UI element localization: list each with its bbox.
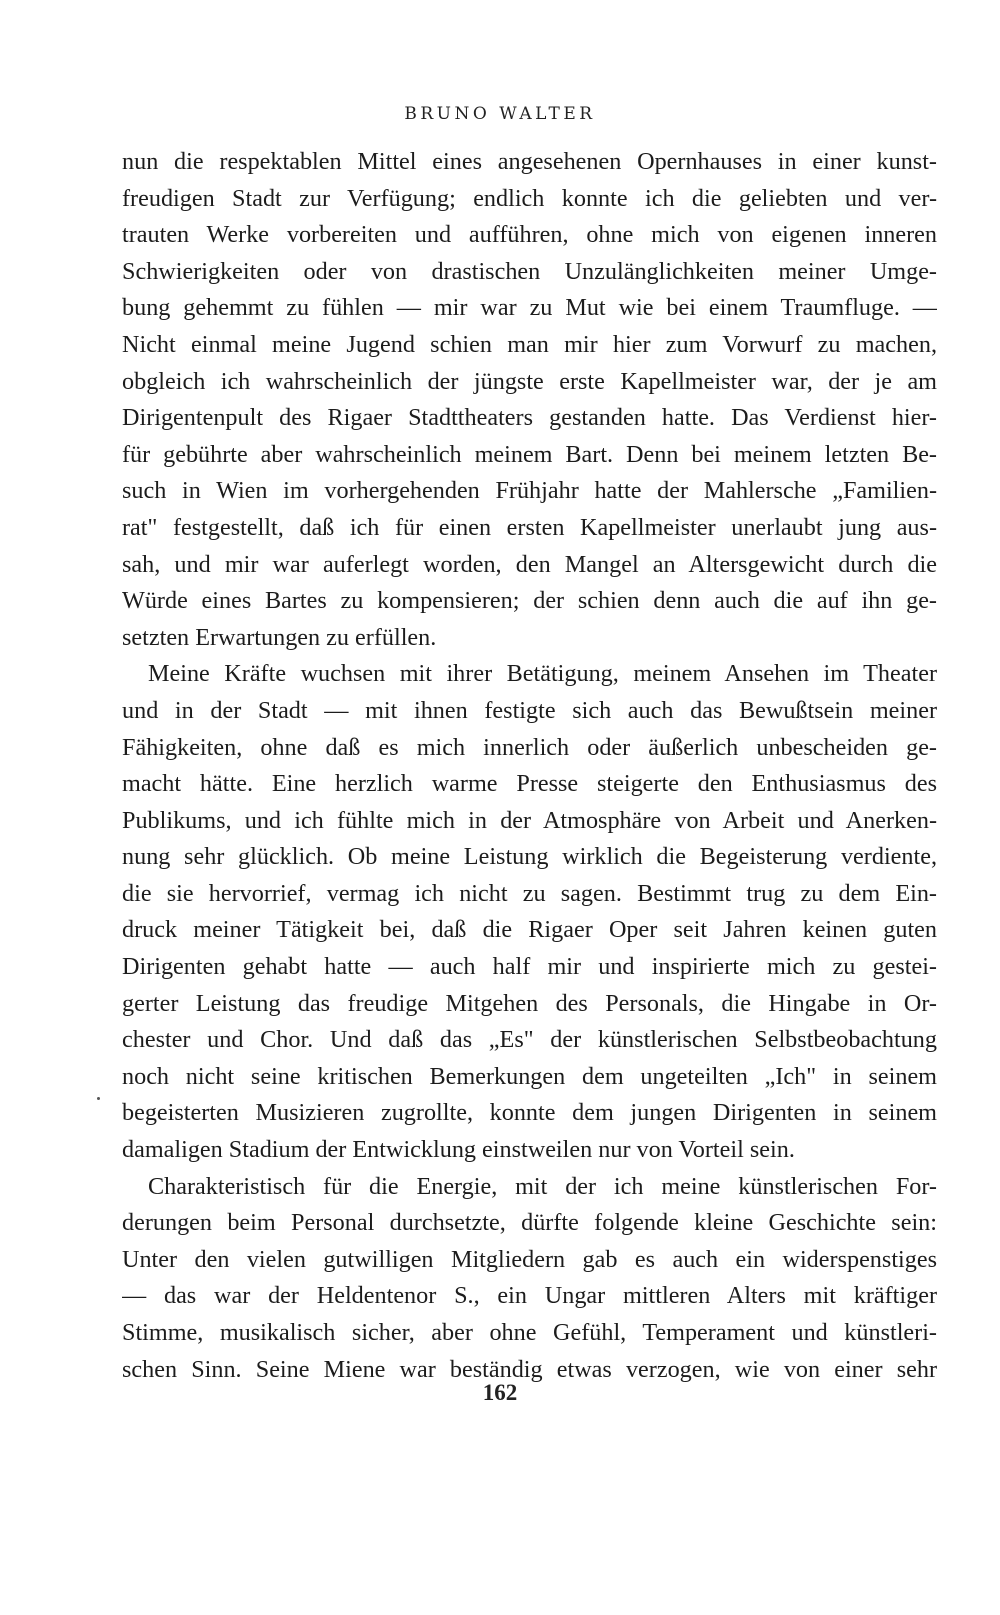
- paragraph-3: [122, 1169, 937, 1389]
- text-line: die sie hervorrief, vermag ich nicht zu sagen. Bestimmt trug zu dem Ein-: [122, 879, 937, 907]
- text-line: und in der Stadt — mit ihnen festigte sich auch das Bewußtsein meiner: [122, 696, 937, 724]
- text-line: derungen beim Personal durchsetzte, dürfte folgende kleine Geschichte sein:: [122, 1209, 937, 1237]
- text-line: trauten Werke vorbereiten und aufführen, ohne mich von eigenen inneren: [122, 221, 937, 249]
- text-line: obgleich ich wahrscheinlich der jüngste erste Kapellmeister war, der je am: [122, 367, 937, 395]
- text-line: — das war der Heldentenor S., ein Ungar mittleren Alters mit kräftiger: [122, 1282, 937, 1310]
- text-line: macht hätte. Eine herzlich warme Presse steigerte den Enthusiasmus des: [122, 770, 937, 798]
- text-line: noch nicht seine kritischen Bemerkungen dem ungeteilten „Ich" in seinem: [122, 1062, 937, 1090]
- text-line: Fähigkeiten, ohne daß es mich innerlich oder äußerlich unbescheiden ge-: [122, 733, 937, 761]
- text-line: bung gehemmt zu fühlen — mir war zu Mut wie bei einem Traumfluge. —: [122, 294, 937, 322]
- body-text: [122, 144, 937, 1388]
- text-line: Charakteristisch für die Energie, mit der ich meine künstlerischen For-: [148, 1172, 937, 1200]
- text-line: nung sehr glücklich. Ob meine Leistung wirklich die Begeisterung verdiente,: [122, 843, 937, 871]
- paragraph-1: [122, 144, 937, 656]
- text-line: setzten Erwartungen zu erfüllen.: [122, 623, 437, 651]
- text-line: Dirigentenpult des Rigaer Stadttheaters gestanden hatte. Das Verdienst hier-: [122, 404, 937, 432]
- text-line: freudigen Stadt zur Verfügung; endlich konnte ich die geliebten und ver-: [122, 184, 937, 212]
- print-speck: [97, 1097, 100, 1100]
- text-line: damaligen Stadium der Entwicklung einstweilen nur von Vorteil sein.: [122, 1136, 795, 1164]
- text-line: Würde eines Bartes zu kompensieren; der schien denn auch die auf ihn ge-: [122, 587, 937, 615]
- text-line: für gebührte aber wahrscheinlich meinem Bart. Denn bei meinem letzten Be-: [122, 440, 937, 468]
- text-line: Unter den vielen gutwilligen Mitgliedern gab es auch ein widerspenstiges: [122, 1245, 937, 1273]
- text-line: Publikums, und ich fühlte mich in der Atmosphäre von Arbeit und Anerken-: [122, 806, 937, 834]
- text-line: begeisterten Musizieren zugrollte, konnte dem jungen Dirigenten in seinem: [122, 1099, 937, 1127]
- text-line: Meine Kräfte wuchsen mit ihrer Betätigung, meinem Ansehen im Theater: [148, 660, 937, 688]
- text-line: gerter Leistung das freudige Mitgehen des Personals, die Hingabe in Or-: [122, 989, 937, 1017]
- text-line: chester und Chor. Und daß das „Es" der künstlerischen Selbstbeobachtung: [122, 1026, 937, 1054]
- page-number: 162: [482, 1380, 518, 1405]
- text-line: Nicht einmal meine Jugend schien man mir hier zum Vorwurf zu machen,: [122, 330, 937, 358]
- text-line: sah, und mir war auferlegt worden, den Mangel an Altersgewicht durch die: [122, 550, 937, 578]
- text-line: schen Sinn. Seine Miene war beständig etwas verzogen, wie von einer sehr: [122, 1355, 937, 1383]
- text-line: Schwierigkeiten oder von drastischen Unzulänglichkeiten meiner Umge-: [122, 257, 937, 285]
- text-line: such in Wien im vorhergehenden Frühjahr hatte der Mahlersche „Familien-: [122, 477, 937, 505]
- paragraph-2: [122, 656, 937, 1168]
- running-head: BRUNO WALTER: [404, 104, 596, 124]
- text-line: Dirigenten gehabt hatte — auch half mir und inspirierte mich zu gestei-: [122, 953, 937, 981]
- text-line: nun die respektablen Mittel eines angesehenen Opernhauses in einer kunst-: [122, 148, 937, 175]
- text-line: Stimme, musikalisch sicher, aber ohne Gefühl, Temperament und künstleri-: [122, 1319, 937, 1346]
- text-line: rat" festgestellt, daß ich für einen ersten Kapellmeister unerlaubt jung aus-: [122, 513, 937, 541]
- text-line: druck meiner Tätigkeit bei, daß die Rigaer Oper seit Jahren keinen guten: [122, 916, 937, 944]
